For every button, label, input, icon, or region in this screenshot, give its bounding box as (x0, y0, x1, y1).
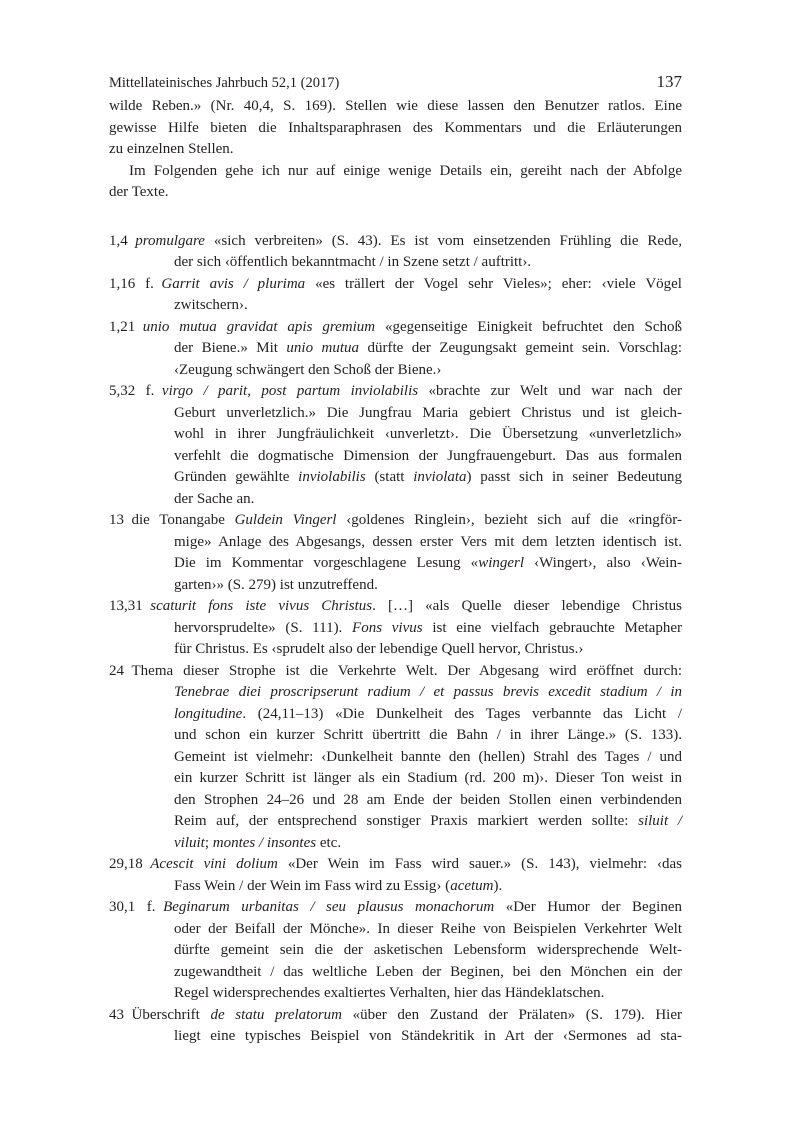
line-reference: 24 (109, 662, 124, 679)
text-run: der Texte. (109, 184, 169, 200)
commentary-entry (109, 510, 682, 596)
text-run: ‹Zeugung schwängert den Schoß der Biene.› (174, 361, 442, 378)
latin-quote: montes / insontes (212, 834, 317, 851)
commentary-entry (109, 596, 682, 661)
text-run: Gemeint ist vielmehr: ‹Dunkelheit bannte den (hellen) Strahl des Tages / und (174, 748, 682, 765)
text-line (174, 833, 682, 855)
text-line (174, 532, 682, 554)
text-line (174, 639, 682, 661)
text-run: Fass Wein / der Wein im Fass wird zu Essig› ( (174, 877, 451, 894)
text-run: «brachte zur Welt und war nach der (418, 383, 682, 399)
text-line (174, 790, 682, 812)
text-run: «sich verbreiten» (S. 43). Es ist vom einsetzenden Frühling die Rede, (204, 232, 682, 249)
text-run: Im Folgenden gehe ich nur auf einige wenige Details ein, gereiht nach der Abfolge (129, 162, 682, 179)
text-run: Reim auf, der entsprechend sonstiger Praxis markiert werden sollte: (174, 813, 639, 829)
text-line (109, 161, 682, 183)
text-line (174, 424, 682, 446)
text-line (174, 489, 682, 511)
text-line (174, 618, 682, 640)
text-run: wohl in ihrer Jungfräulichkeit ‹unverletzt›. Die Übersetzung «unverletzlich» (174, 426, 682, 442)
line-reference: 30,1 f. (109, 899, 156, 915)
text-line (174, 467, 682, 489)
text-line (109, 897, 682, 919)
line-reference: 1,21 (109, 318, 136, 335)
text-run: wilde Reben.» (Nr. 40,4, S. 169). Stellen wie diese lassen den Benutzer ratlos. Eine (109, 98, 682, 114)
running-header (109, 72, 682, 92)
line-reference: 13,31 (109, 598, 143, 614)
text-run: der sich ‹öffentlich bekanntmacht / in Szene setzt / auftritt›. (174, 254, 532, 270)
latin-quote: Garrit avis / plurima (161, 275, 306, 292)
latin-quote: virgo / parit, post partum inviolabilis (161, 383, 419, 399)
text-run: Gründen gewählte (174, 469, 299, 485)
text-line (174, 725, 682, 747)
text-line (174, 811, 682, 833)
text-line (174, 768, 682, 790)
section-gap (109, 204, 682, 231)
text-run: liegt eine typisches Beispiel von Ständekritik in Art der ‹Sermones ad sta- (174, 1028, 682, 1044)
text-run: ist eine vielfach gebrauchte Metapher (422, 619, 682, 636)
text-run: zwitschern›. (174, 297, 248, 313)
text-line (174, 940, 682, 962)
text-run: für Christus. Es ‹sprudelt also der lebendige Quell hervor, Christus.› (174, 641, 584, 657)
text-line (109, 596, 682, 618)
text-run: hervorsprudelte» (S. 111). (174, 619, 353, 636)
latin-quote: siluit / (638, 813, 682, 829)
text-run: dürfte gemeint sein die der asketischen Lebensform widersprechende Welt- (174, 942, 682, 958)
latin-quote: inviolabilis (298, 469, 366, 485)
journal-title: Mittellateinisches Jahrbuch 52,1 (2017) (109, 75, 340, 91)
text-run: gewisse Hilfe bieten die Inhaltsparaphrasen des Kommentars und die Erläuterungen (109, 119, 682, 136)
page-number: 137 (656, 72, 682, 91)
latin-quote: longitudine (174, 705, 243, 722)
latin-quote: Acescit vini dolium (150, 856, 278, 872)
text-run: den Strophen 24–26 und 28 am Ende der beiden Stollen einen verbindenden (174, 791, 682, 808)
latin-quote: Guldein Vingerl (234, 512, 337, 528)
commentary-entry (109, 381, 682, 510)
text-run: ) passt sich in seiner Bedeutung (466, 469, 682, 485)
latin-quote: viluit (174, 834, 205, 851)
text-line (174, 338, 682, 360)
line-reference: 1,16 f. (109, 275, 154, 292)
page-body (109, 96, 682, 1048)
text-line (109, 510, 682, 532)
commentary-entry (109, 897, 682, 1005)
text-line (109, 231, 682, 253)
text-line (174, 962, 682, 984)
text-line (174, 575, 682, 597)
latin-quote: acetum (450, 877, 494, 894)
text-run: mige» Anlage des Abgesangs, dessen erster Vers mit dem letzten identisch ist. (174, 533, 682, 550)
text-line (109, 274, 682, 296)
text-line (109, 854, 682, 876)
text-run: Überschrift (131, 1006, 211, 1023)
text-run: ein kurzer Schritt ist länger als ein Stadium (rd. 200 m)›. Dieser Ton weist in (174, 770, 682, 786)
text-line (109, 381, 682, 403)
text-run: ). (493, 877, 503, 894)
text-line (109, 139, 682, 161)
text-run: und schon ein kurzer Schritt übertritt die Bahn / in ihrer Länge.» (S. 133). (174, 727, 682, 743)
text-run: oder der Beifall der Mönche». In dieser Reihe von Beispielen Verkehrter Welt (174, 920, 682, 937)
text-run: (statt (365, 469, 414, 485)
commentary-entry (109, 661, 682, 855)
text-run: «es trällert der Vogel sehr Vieles»; eher: ‹viele Vögel (305, 275, 682, 292)
text-line (109, 118, 682, 140)
text-run: etc. (316, 834, 342, 851)
text-run: . […] «als Quelle dieser lebendige Christus (372, 598, 683, 614)
commentary-entry (109, 274, 682, 317)
latin-quote: wingerl (478, 555, 525, 571)
text-run: «Der Wein im Fass wird sauer.» (S. 143), vielmehr: ‹das (277, 856, 683, 872)
commentary-list (109, 231, 682, 1048)
text-run: ‹goldenes Ringlein›, bezieht sich auf die «ringför- (336, 512, 682, 528)
text-run: verfehlt die dogmatische Dimension der Jungfrauengeburt. Das aus formalen (174, 447, 682, 464)
text-run: Die im Kommentar vorgeschlagene Lesung « (174, 555, 479, 571)
line-reference: 5,32 f. (109, 383, 155, 399)
latin-quote: Beginarum urbanitas / seu plausus monachorum (163, 899, 495, 915)
text-line (174, 360, 682, 382)
intro-paragraph (109, 96, 682, 204)
text-run: zugewandtheit / das weltliche Leben der Beginen, bei den Mönchen ein der (174, 963, 682, 980)
text-run: «über den Zustand der Prälaten» (S. 179). Hier (342, 1006, 682, 1023)
commentary-entry (109, 231, 682, 274)
latin-quote: unio mutua gravidat apis gremium (142, 318, 376, 335)
text-line (109, 1005, 682, 1027)
text-run: Thema dieser Strophe ist die Verkehrte Welt. Der Abgesang wird eröffnet durch: (131, 662, 682, 679)
text-run: ‹Wingert›, also ‹Wein- (524, 555, 682, 571)
text-line (174, 704, 682, 726)
text-line (174, 403, 682, 425)
commentary-entry (109, 854, 682, 897)
text-run: der Biene.» Mit (174, 340, 287, 356)
line-reference: 1,4 (109, 232, 128, 249)
latin-quote: scaturit fons iste vivus Christus (150, 598, 373, 614)
text-run: zu einzelnen Stellen. (109, 141, 234, 157)
line-reference: 43 (109, 1006, 124, 1023)
text-line (174, 876, 682, 898)
text-line (174, 747, 682, 769)
text-run: «Der Humor der Beginen (494, 899, 683, 915)
text-line (109, 317, 682, 339)
latin-quote: promulgare (135, 232, 205, 249)
line-reference: 13 (109, 512, 124, 528)
latin-quote: de statu prelatorum (210, 1006, 342, 1023)
text-line (174, 919, 682, 941)
text-run: dürfte der Zeugungsakt gemeint sein. Vorschlag: (359, 340, 682, 356)
text-line (174, 252, 682, 274)
text-run: ; (204, 834, 213, 851)
text-line (109, 661, 682, 683)
text-line (174, 983, 682, 1005)
text-line (174, 295, 682, 317)
text-run: «gegenseitige Einigkeit befruchtet den Schoß (375, 318, 682, 335)
text-line (174, 1026, 682, 1048)
commentary-entry (109, 317, 682, 382)
latin-quote: unio mutua (286, 340, 360, 356)
text-run: die Tonangabe (131, 512, 235, 528)
text-line (109, 96, 682, 118)
text-run: Geburt unverletzlich.» Die Jungfrau Maria gebiert Christus und ist gleich- (174, 404, 682, 421)
text-run: . (24,11–13) «Die Dunkelheit des Tages verbannte das Licht / (242, 705, 682, 722)
text-line (174, 553, 682, 575)
text-run: der Sache an. (174, 490, 255, 507)
line-reference: 29,18 (109, 856, 143, 872)
text-line (109, 182, 682, 204)
latin-quote: Tenebrae diei proscripserunt radium / et passus brevis excedit stadium / in (174, 684, 682, 700)
text-line (174, 682, 682, 704)
commentary-entry (109, 1005, 682, 1048)
text-run: Regel widersprechendes exaltiertes Verhalten, hier das Händeklatschen. (174, 985, 605, 1001)
text-run: garten›» (S. 279) ist unzutreffend. (174, 576, 378, 593)
latin-quote: inviolata (413, 469, 467, 485)
latin-quote: Fons vivus (352, 619, 423, 636)
text-line (174, 446, 682, 468)
